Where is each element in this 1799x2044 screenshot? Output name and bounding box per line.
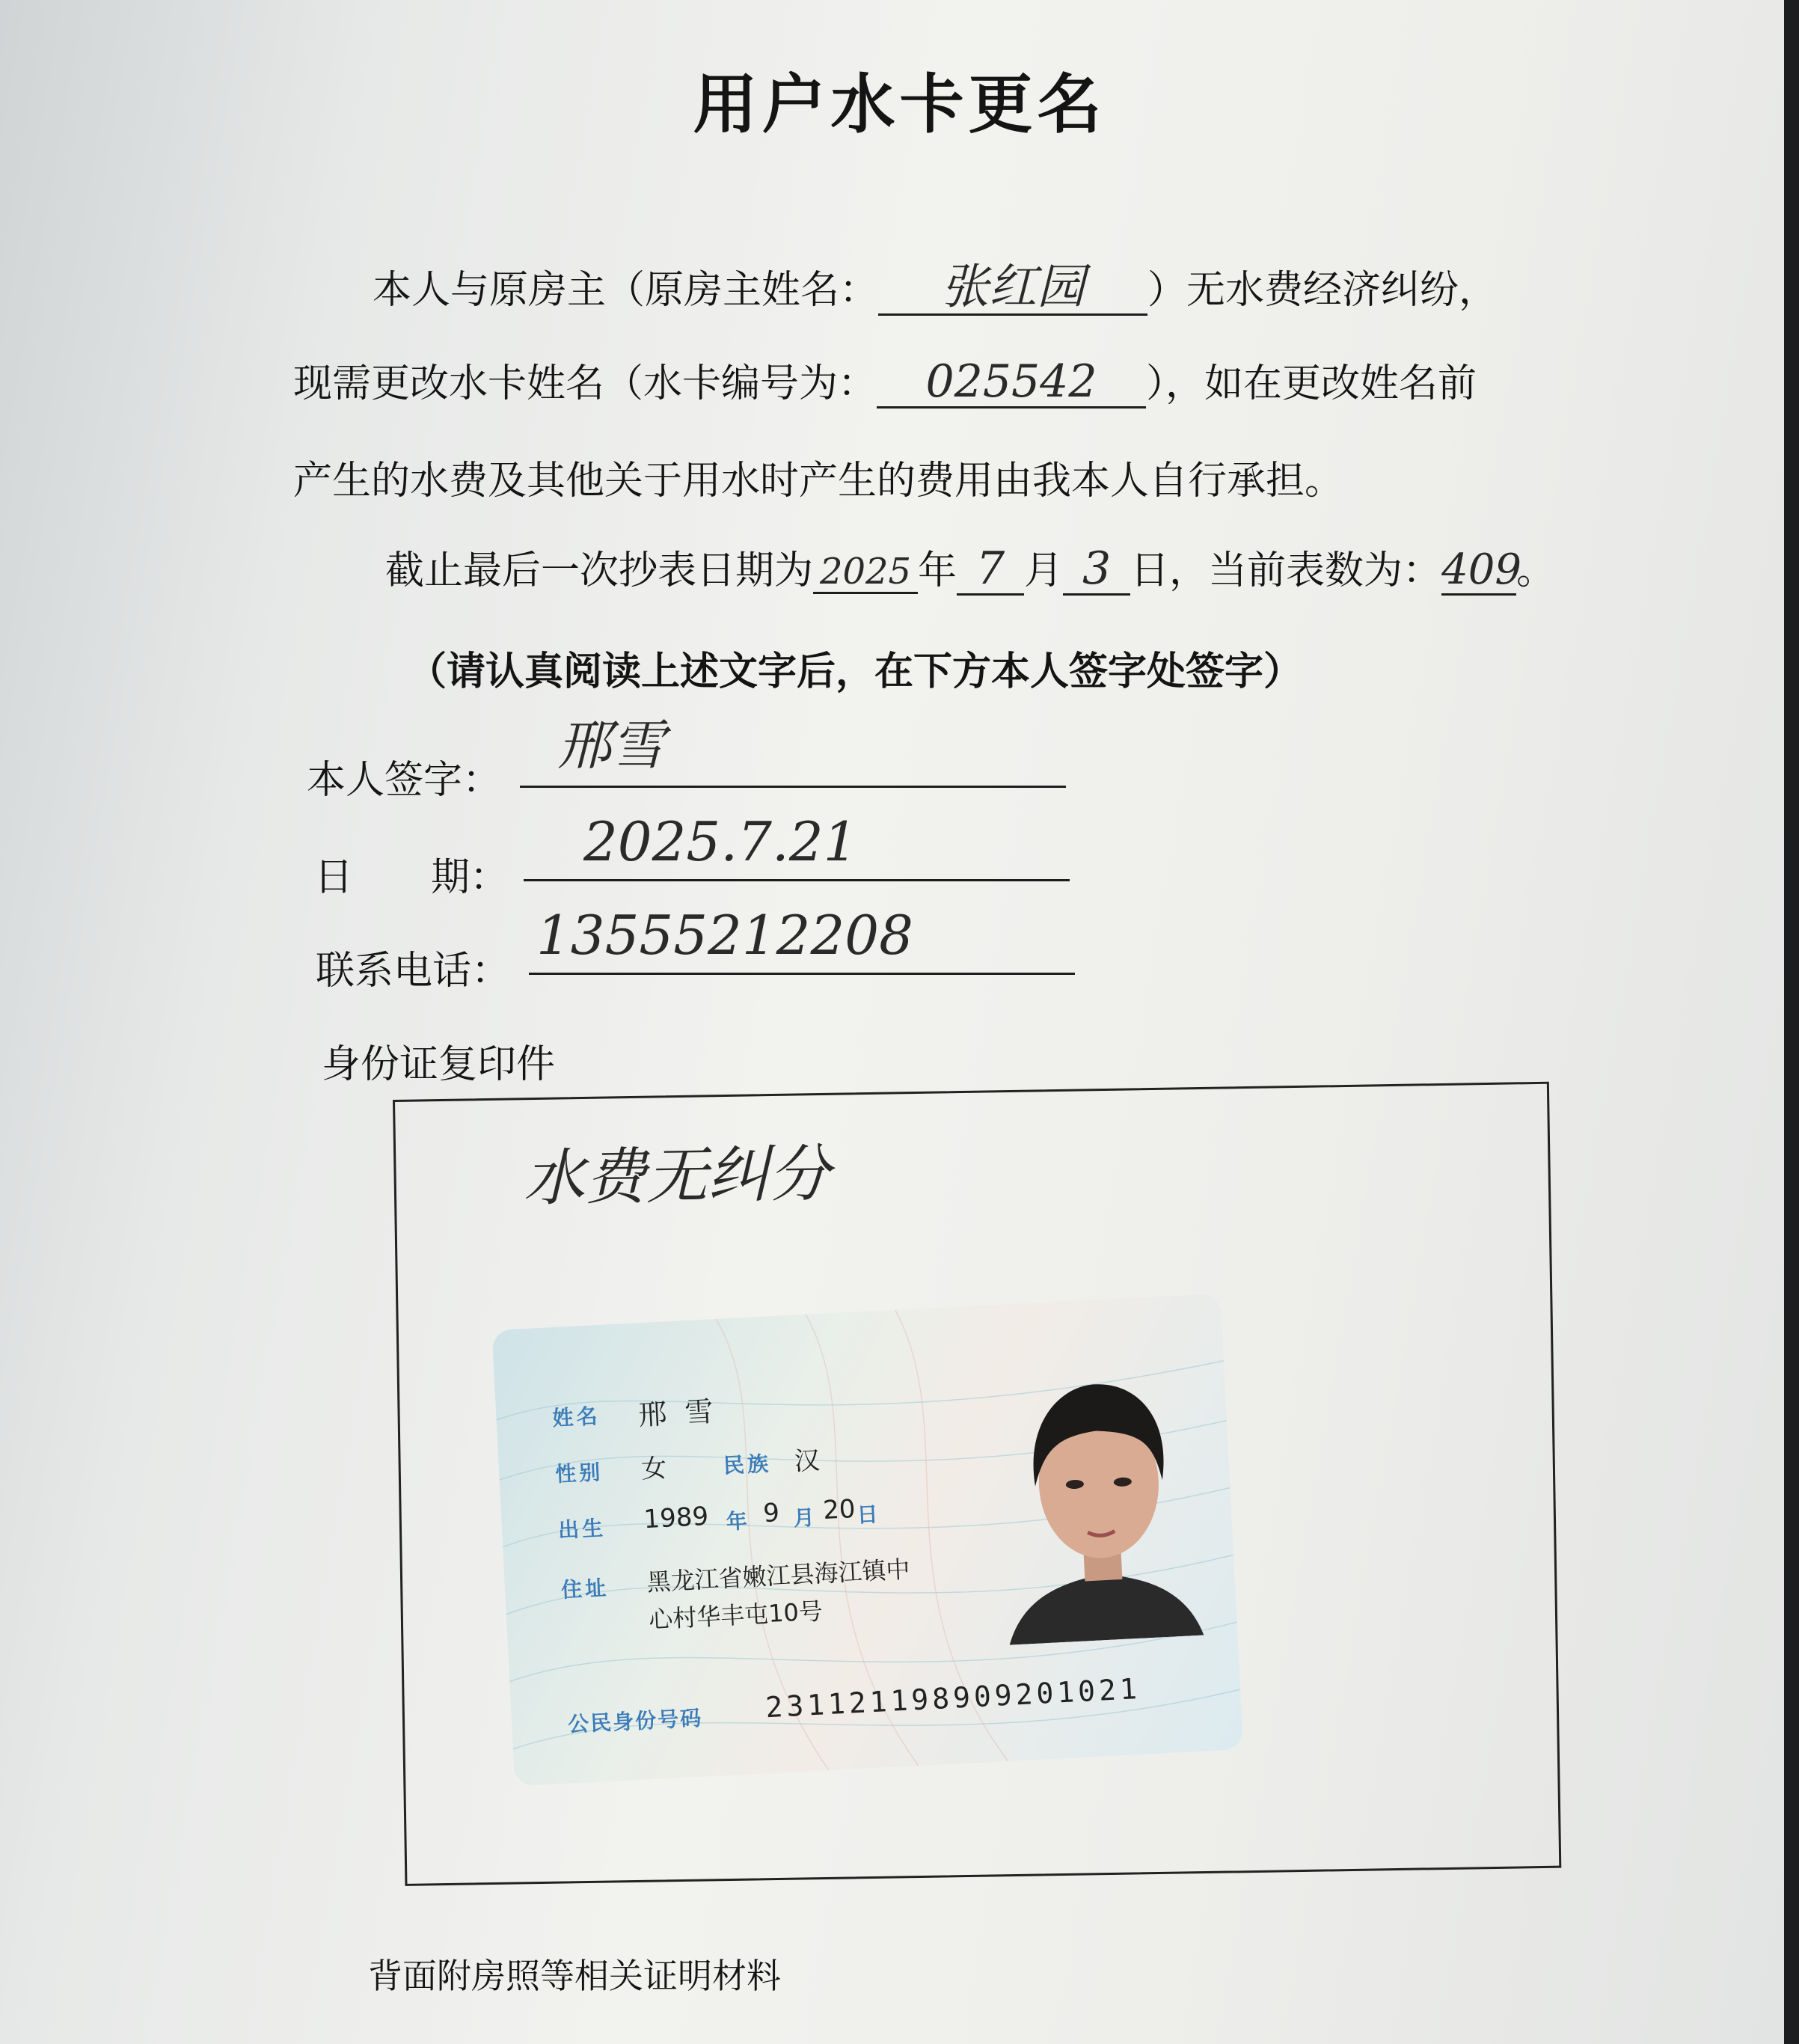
id-address-label: 住址 xyxy=(560,1575,610,1603)
id-name-value: 邢 雪 xyxy=(637,1395,719,1432)
handwritten-note: 水费无纠分 xyxy=(522,1138,831,1215)
reading-day-field: 3 xyxy=(1063,544,1130,596)
id-gender-label: 性别 xyxy=(554,1459,604,1487)
id-gender-value: 女 xyxy=(640,1453,668,1485)
signature-notice: （请认真阅读上述文字后，在下方本人签字处签字） xyxy=(408,649,1303,694)
id-number-value: 231121198909201021 xyxy=(764,1671,1141,1725)
signature-label: 本人签字： xyxy=(307,758,502,803)
date-line xyxy=(524,812,1070,881)
id-address-line1: 黑龙江省嫩江县海江镇中 xyxy=(646,1555,911,1597)
document-title: 用户水卡更名 xyxy=(693,67,1106,142)
paragraph-3: 产生的水费及其他关于用水时产生的费用由我本人自行承担。 xyxy=(293,459,1344,504)
id-birth-year: 1989 xyxy=(643,1501,710,1535)
date-label: 日 期： xyxy=(314,855,509,900)
phone-label: 联系电话： xyxy=(316,949,511,994)
phone-line xyxy=(529,905,1075,975)
id-year-unit: 年 xyxy=(726,1508,751,1534)
id-birth-label: 出生 xyxy=(557,1515,607,1543)
paragraph-4: 截止最后一次抄表日期为 2025 年 7 月 3 日，当前表数为：409。 xyxy=(385,542,1556,595)
signature-line xyxy=(520,714,1066,788)
id-copy-label: 身份证复印件 xyxy=(322,1042,556,1087)
id-month-unit: 月 xyxy=(792,1505,818,1532)
id-copy-box xyxy=(393,1082,1561,1886)
reading-year-field: 2025 xyxy=(813,552,918,594)
id-address-line2: 心村华丰屯10号 xyxy=(648,1597,824,1635)
card-number-field: 025542 xyxy=(877,357,1146,409)
id-birth-month: 9 xyxy=(762,1498,780,1529)
id-card xyxy=(492,1294,1244,1787)
paragraph-2: 现需更改水卡姓名（水卡编号为： 025542 ），如在更改姓名前 xyxy=(293,355,1477,408)
scan-edge xyxy=(1784,0,1799,2044)
id-number-label: 公民身份号码 xyxy=(567,1705,703,1737)
id-name-label: 姓名 xyxy=(551,1403,601,1431)
signature-value: 邢雪 xyxy=(557,714,666,777)
paragraph-1: 本人与原房主（原房主姓名： 张红园 ）无水费经济纠纷， xyxy=(373,260,1498,315)
id-photo xyxy=(996,1366,1204,1645)
reading-month-field: 7 xyxy=(957,544,1024,596)
date-value: 2025.7.21 xyxy=(583,810,858,873)
id-day-unit: 日 xyxy=(856,1502,882,1528)
id-ethnicity-value: 汉 xyxy=(793,1445,821,1477)
phone-value: 13555212208 xyxy=(536,904,913,967)
owner-name-field: 张红园 xyxy=(878,261,1147,316)
meter-reading-field: 409 xyxy=(1441,545,1521,594)
id-birth-day: 20 xyxy=(822,1493,856,1526)
id-ethnicity-label: 民族 xyxy=(723,1451,772,1478)
footer-note: 背面附房照等相关证明材料 xyxy=(368,1956,781,1996)
